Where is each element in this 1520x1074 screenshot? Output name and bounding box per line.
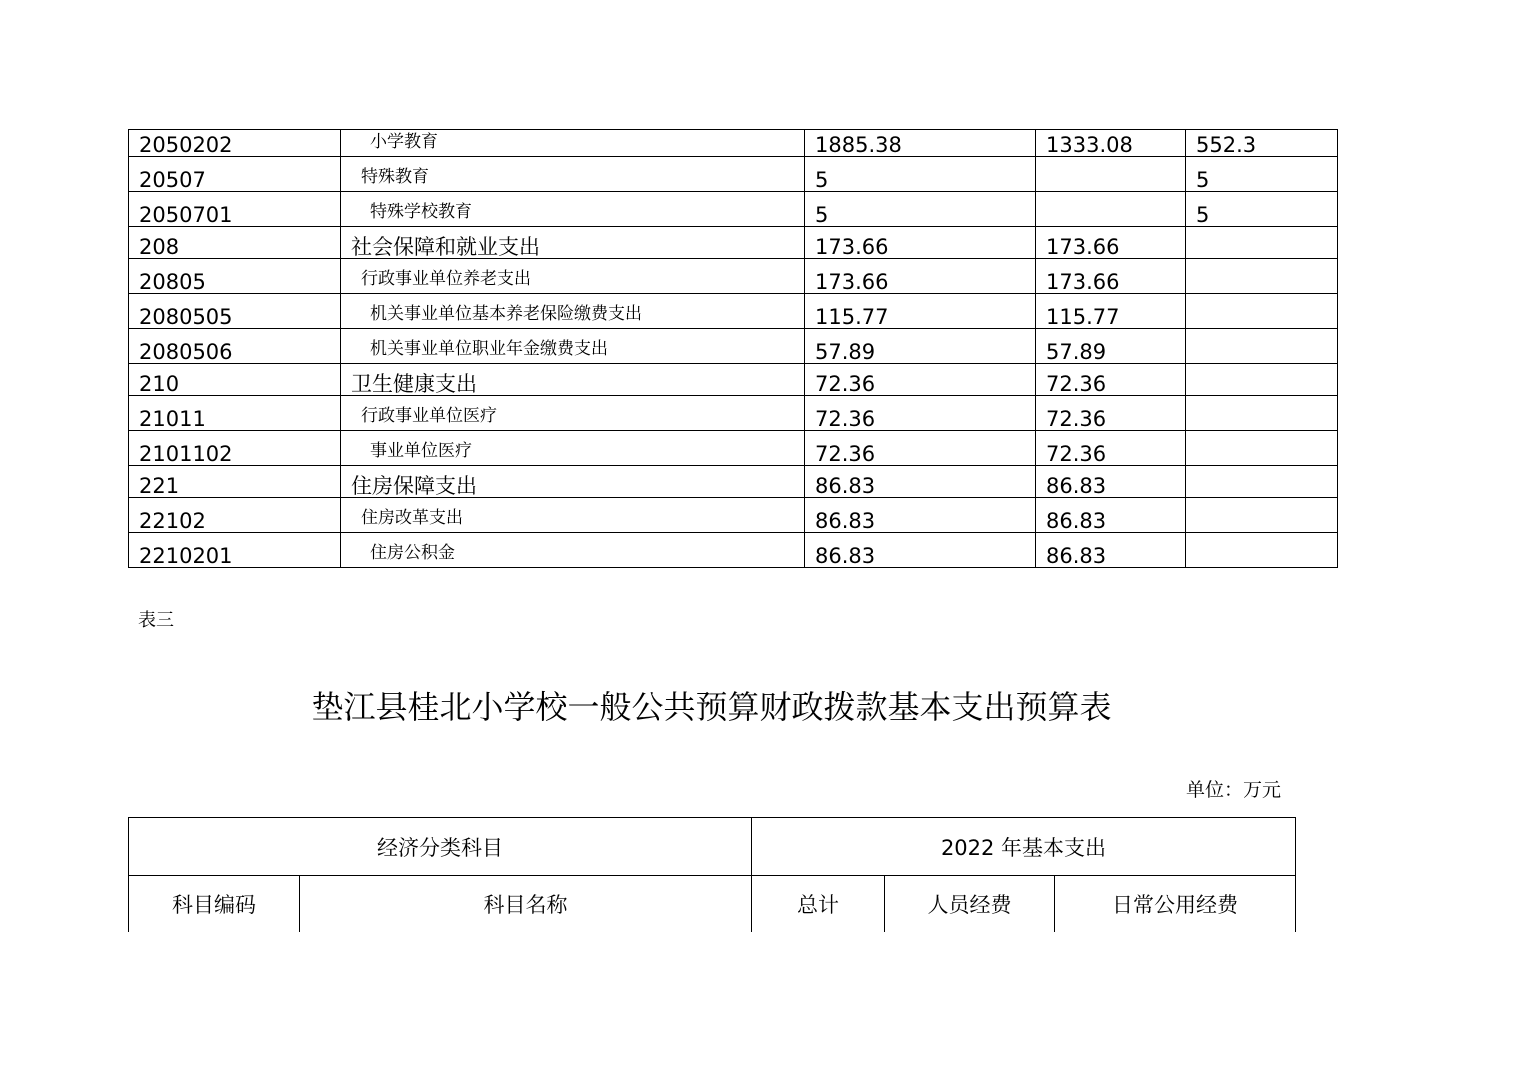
basic-expense-cell: 86.83 (1036, 498, 1186, 533)
subject-code-cell: 2080505 (129, 294, 341, 329)
project-expense-cell: 5 (1186, 192, 1338, 227)
unit-label: 单位：万元 (1186, 779, 1282, 801)
basic-expenditure-table (128, 817, 1296, 932)
table-row (129, 294, 1338, 329)
total-cell: 173.66 (805, 259, 1036, 294)
total-cell: 72.36 (805, 431, 1036, 466)
project-expense-cell: 552.3 (1186, 130, 1338, 157)
header-basic-expenditure: 2022 年基本支出 (752, 818, 1296, 876)
subject-code-cell: 2050701 (129, 192, 341, 227)
header-total: 总计 (752, 876, 885, 933)
total-cell: 115.77 (805, 294, 1036, 329)
subject-name-cell: 小学教育 (341, 130, 805, 157)
table-row (129, 498, 1338, 533)
subject-name-cell: 机关事业单位基本养老保险缴费支出 (341, 294, 805, 329)
subject-name-cell: 特殊教育 (341, 157, 805, 192)
basic-expense-cell: 72.36 (1036, 364, 1186, 396)
project-expense-cell (1186, 364, 1338, 396)
table-row (129, 364, 1338, 396)
header-economic-category: 经济分类科目 (129, 818, 752, 876)
subject-name-cell: 行政事业单位养老支出 (341, 259, 805, 294)
basic-expense-cell: 72.36 (1036, 396, 1186, 431)
subject-code-cell: 2210201 (129, 533, 341, 568)
subject-code-cell: 221 (129, 466, 341, 498)
table-label: 表三 (138, 610, 174, 631)
total-cell: 1885.38 (805, 130, 1036, 157)
header-public-expense: 日常公用经费 (1055, 876, 1296, 933)
table-row (129, 431, 1338, 466)
table-row (129, 259, 1338, 294)
subject-name-cell: 卫生健康支出 (341, 364, 805, 396)
subject-name-cell: 事业单位医疗 (341, 431, 805, 466)
page-title: 垫江县桂北小学校一般公共预算财政拨款基本支出预算表 (311, 688, 1112, 726)
subject-name-cell: 住房公积金 (341, 533, 805, 568)
basic-expense-cell: 115.77 (1036, 294, 1186, 329)
project-expense-cell (1186, 431, 1338, 466)
table-row (129, 157, 1338, 192)
basic-expense-cell: 86.83 (1036, 533, 1186, 568)
project-expense-cell (1186, 259, 1338, 294)
total-cell: 86.83 (805, 533, 1036, 568)
project-expense-cell (1186, 466, 1338, 498)
total-cell: 5 (805, 157, 1036, 192)
total-cell: 86.83 (805, 498, 1036, 533)
subject-code-cell: 2080506 (129, 329, 341, 364)
project-expense-cell (1186, 329, 1338, 364)
header-column-row (129, 876, 1296, 933)
total-cell: 72.36 (805, 396, 1036, 431)
basic-expense-cell (1036, 192, 1186, 227)
table-row (129, 192, 1338, 227)
basic-expense-cell: 1333.08 (1036, 130, 1186, 157)
budget-detail-body (129, 130, 1338, 568)
subject-code-cell: 21011 (129, 396, 341, 431)
total-cell: 5 (805, 192, 1036, 227)
basic-expense-cell: 86.83 (1036, 466, 1186, 498)
project-expense-cell (1186, 396, 1338, 431)
total-cell: 57.89 (805, 329, 1036, 364)
basic-expense-cell: 57.89 (1036, 329, 1186, 364)
subject-name-cell: 行政事业单位医疗 (341, 396, 805, 431)
subject-name-cell: 住房保障支出 (341, 466, 805, 498)
subject-code-cell: 210 (129, 364, 341, 396)
project-expense-cell (1186, 498, 1338, 533)
subject-code-cell: 22102 (129, 498, 341, 533)
subject-name-cell: 特殊学校教育 (341, 192, 805, 227)
project-expense-cell (1186, 533, 1338, 568)
table-row (129, 227, 1338, 259)
table-row (129, 466, 1338, 498)
subject-code-cell: 20507 (129, 157, 341, 192)
table-row (129, 130, 1338, 157)
budget-detail-table (128, 129, 1338, 568)
header-group-row (129, 818, 1296, 876)
basic-expense-cell: 173.66 (1036, 259, 1186, 294)
subject-name-cell: 机关事业单位职业年金缴费支出 (341, 329, 805, 364)
subject-code-cell: 2050202 (129, 130, 341, 157)
subject-code-cell: 2101102 (129, 431, 341, 466)
subject-name-cell: 住房改革支出 (341, 498, 805, 533)
total-cell: 173.66 (805, 227, 1036, 259)
project-expense-cell (1186, 294, 1338, 329)
table-row (129, 396, 1338, 431)
header-personnel-expense: 人员经费 (885, 876, 1055, 933)
total-cell: 72.36 (805, 364, 1036, 396)
subject-code-cell: 20805 (129, 259, 341, 294)
basic-expense-cell (1036, 157, 1186, 192)
project-expense-cell (1186, 227, 1338, 259)
table-row (129, 329, 1338, 364)
header-subject-code: 科目编码 (129, 876, 300, 933)
subject-code-cell: 208 (129, 227, 341, 259)
table-row (129, 533, 1338, 568)
basic-expense-cell: 173.66 (1036, 227, 1186, 259)
subject-name-cell: 社会保障和就业支出 (341, 227, 805, 259)
total-cell: 86.83 (805, 466, 1036, 498)
basic-expense-cell: 72.36 (1036, 431, 1186, 466)
header-subject-name: 科目名称 (300, 876, 752, 933)
project-expense-cell: 5 (1186, 157, 1338, 192)
